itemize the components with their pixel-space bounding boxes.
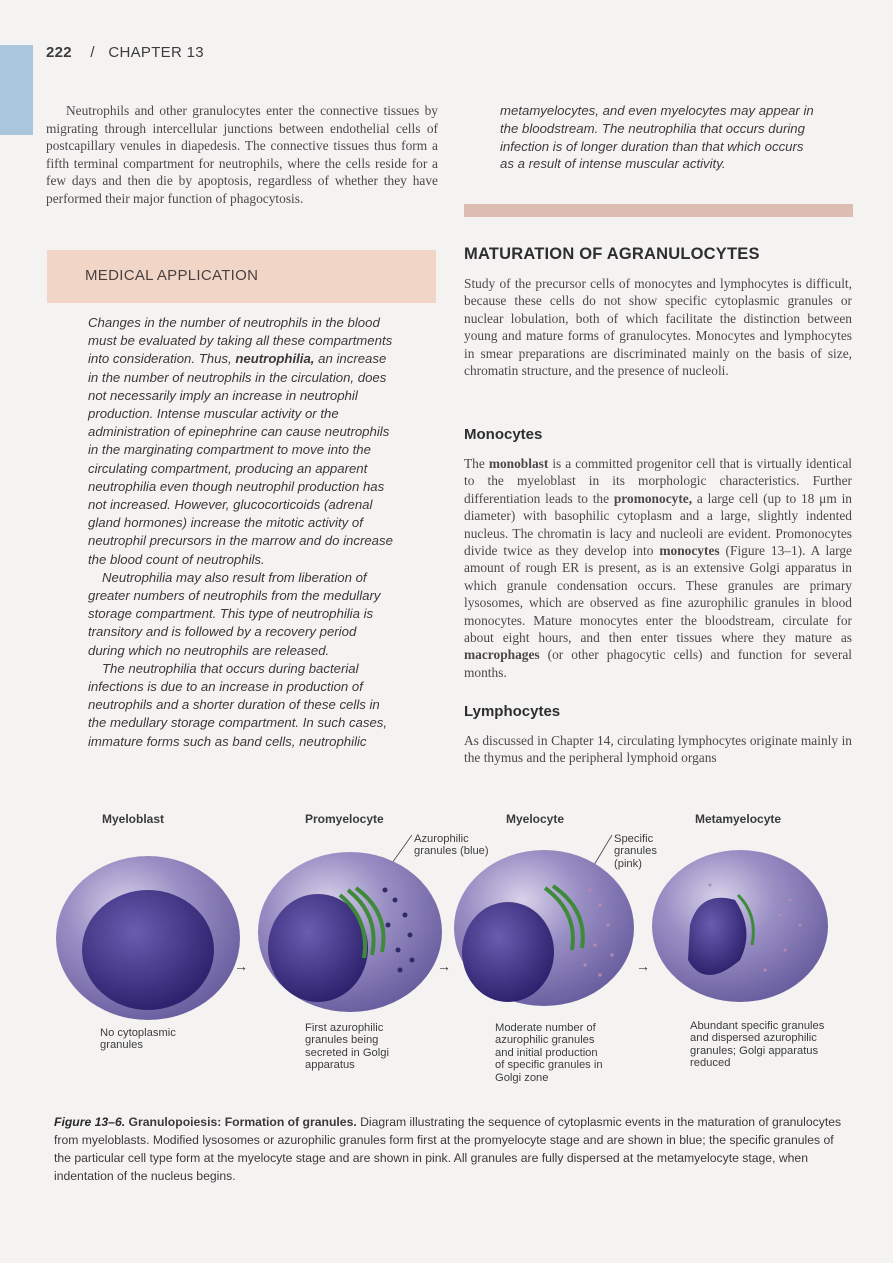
maturation-paragraph: Study of the precursor cells of monocytes and lymphocytes is difficult, because these cells do not show specific cytoplasmic granules or nuclear lobulation, both of which facilitate the distinction between young and mature forms of granulocytes. Monocytes and lymphocytes in smear preparations are discriminated mainly on the basis of size, chromatin structure, and the presence of nucleoli. — [464, 276, 852, 379]
maturation-heading: MATURATION OF AGRANULOCYTES — [464, 245, 760, 263]
specific-annotation: Specific granules (pink) — [614, 833, 657, 870]
stage-label-myeloblast: Myeloblast — [102, 812, 165, 826]
myelocyte-nucleus — [462, 902, 554, 1002]
myeloblast-cell — [56, 856, 240, 1020]
myelocyte-cell — [454, 850, 634, 1006]
arrow-1: → — [234, 958, 248, 974]
neutrophilia-term: neutrophilia, — [235, 351, 315, 367]
monoblast-term: monoblast — [488, 456, 549, 471]
medical-application-title: MEDICAL APPLICATION — [85, 267, 259, 284]
arrow-3: → — [636, 958, 650, 974]
monocytes-heading: Monocytes — [464, 426, 543, 443]
figure-title: Granulopoiesis: Formation of granules. — [128, 1115, 357, 1129]
chapter-label: CHAPTER 13 — [108, 44, 204, 61]
left-paragraph: Neutrophils and other granulocytes enter the connective tissues by migrating through intercellular junctions between endothelial cells of postcapillary venules in diapedesis. The connective tissues thus form a fifth terminal compartment for neutrophils, where the cells reside for a few days and then die by apoptosis, regardless of whether they have performed their major function of phagocytosis. — [46, 103, 438, 206]
header-separator: / — [90, 44, 95, 61]
myeloblast-description: No cytoplasmic granules — [100, 1027, 176, 1052]
med-paragraph-2: Neutrophilia may also result from liberation of greater numbers of neutrophils from the medullary storage compartment. This type of neutrophilia is transitory and is followed by a recovery period during which no neutrophils are released. — [88, 569, 381, 658]
lymphocytes-heading: Lymphocytes — [464, 703, 561, 720]
arrow-2: → — [437, 958, 451, 974]
stage-label-myelocyte: Myelocyte — [506, 812, 565, 826]
page-number: 222 — [46, 44, 72, 61]
promyelocyte-cell — [258, 852, 442, 1012]
monocytes-paragraph: The monoblast is a committed progenitor cell that is virtually identical to the myeloblast in its morphologic characteristics. Further differentiation leads to the promonocyte, a large cell (up to 18 μm in diameter) with basophilic cytoplasm and a large, slightly indented nucleus. The chromatin is lacy and nucleoli are evident. Promonocytes divide twice as they develop into monocytes (Figure 13–1). A large amount of rough ER is present, as is an extensive Golgi apparatus in which granule condensation occurs. These granules are primary lysosomes, which are observed as fine azurophilic granules in blood monocytes. Mature monocytes enter the bloodstream, circulate for about eight hours, and then enter tissues where they mature as macrophages (or other phagocytic cells) and function for several months. — [464, 456, 852, 680]
monocytes-term: monocytes — [659, 543, 720, 559]
stage-label-promyelocyte: Promyelocyte — [305, 812, 384, 826]
stage-label-metamyelocyte: Metamyelocyte — [695, 812, 782, 826]
metamyelocyte-cell — [652, 850, 828, 1002]
figure-caption — [54, 1113, 844, 1185]
figure-number: Figure 13–6. — [54, 1115, 126, 1129]
med-paragraph-1: Changes in the number of neutrophils in the blood must be evaluated by taking all these compartments into consideration. Thus, neutrophilia, an increase in the number of neutrophils in the circulation, does not necessarily imply an increase in neutrophil production. Intense muscular activity or the administration of epinephrine can cause neutrophils in the marginating compartment to move into the circulating compartment, producing an apparent neutrophilia even though neutrophil production has not increased. However, glucocorticoids (adrenal gland hormones) increase the mitotic activity of neutrophil precursors in the marrow and do increase the blood count of neutrophils. — [88, 315, 393, 567]
myeloblast-nucleus — [82, 890, 214, 1010]
promonocyte-term: promonocyte, — [613, 490, 693, 506]
metamyelocyte-description: Abundant specific granules and dispersed azurophilic granules; Golgi apparatus reduced — [690, 1020, 825, 1070]
myelocyte-description: Moderate number of azurophilic granules and initial production of specific granules in Golgi zone — [495, 1022, 603, 1084]
lymphocytes-paragraph: As discussed in Chapter 14, circulating lymphocytes originate mainly in the thymus and the peripheral lymphoid organs — [464, 733, 852, 766]
figure-caption-text: Diagram illustrating the sequence of cytoplasmic events in the maturation of granulocytes from myeloblasts. Modified lysosomes or azurophilic granules form first at the promyelocyte stage and are shown in blue; the specific granules of the particular cell type form at the myelocyte stage and are shown in pink. All granules are fully dispersed at the metamyelocyte stage, when indentation of the nucleus begins. — [54, 1115, 842, 1183]
callout-continuation: metamyelocytes, and even myelocytes may appear in the bloodstream. The neutrophilia that occurs during infection is of longer duration than that which occurs as a result of intense muscular activity. — [500, 103, 814, 172]
macrophages-term: macrophages — [464, 647, 540, 663]
promyelocyte-description: First azurophilic granules being secreted in Golgi apparatus — [305, 1022, 389, 1072]
azurophilic-annotation: Azurophilic granules (blue) — [414, 833, 489, 858]
med-paragraph-3: The neutrophilia that occurs during bacterial infections is due to an increase in production of neutrophils and a shorter duration of these cells in the medullary storage compartment. In such cases, immature forms such as band cells, neutrophilic — [88, 660, 388, 749]
